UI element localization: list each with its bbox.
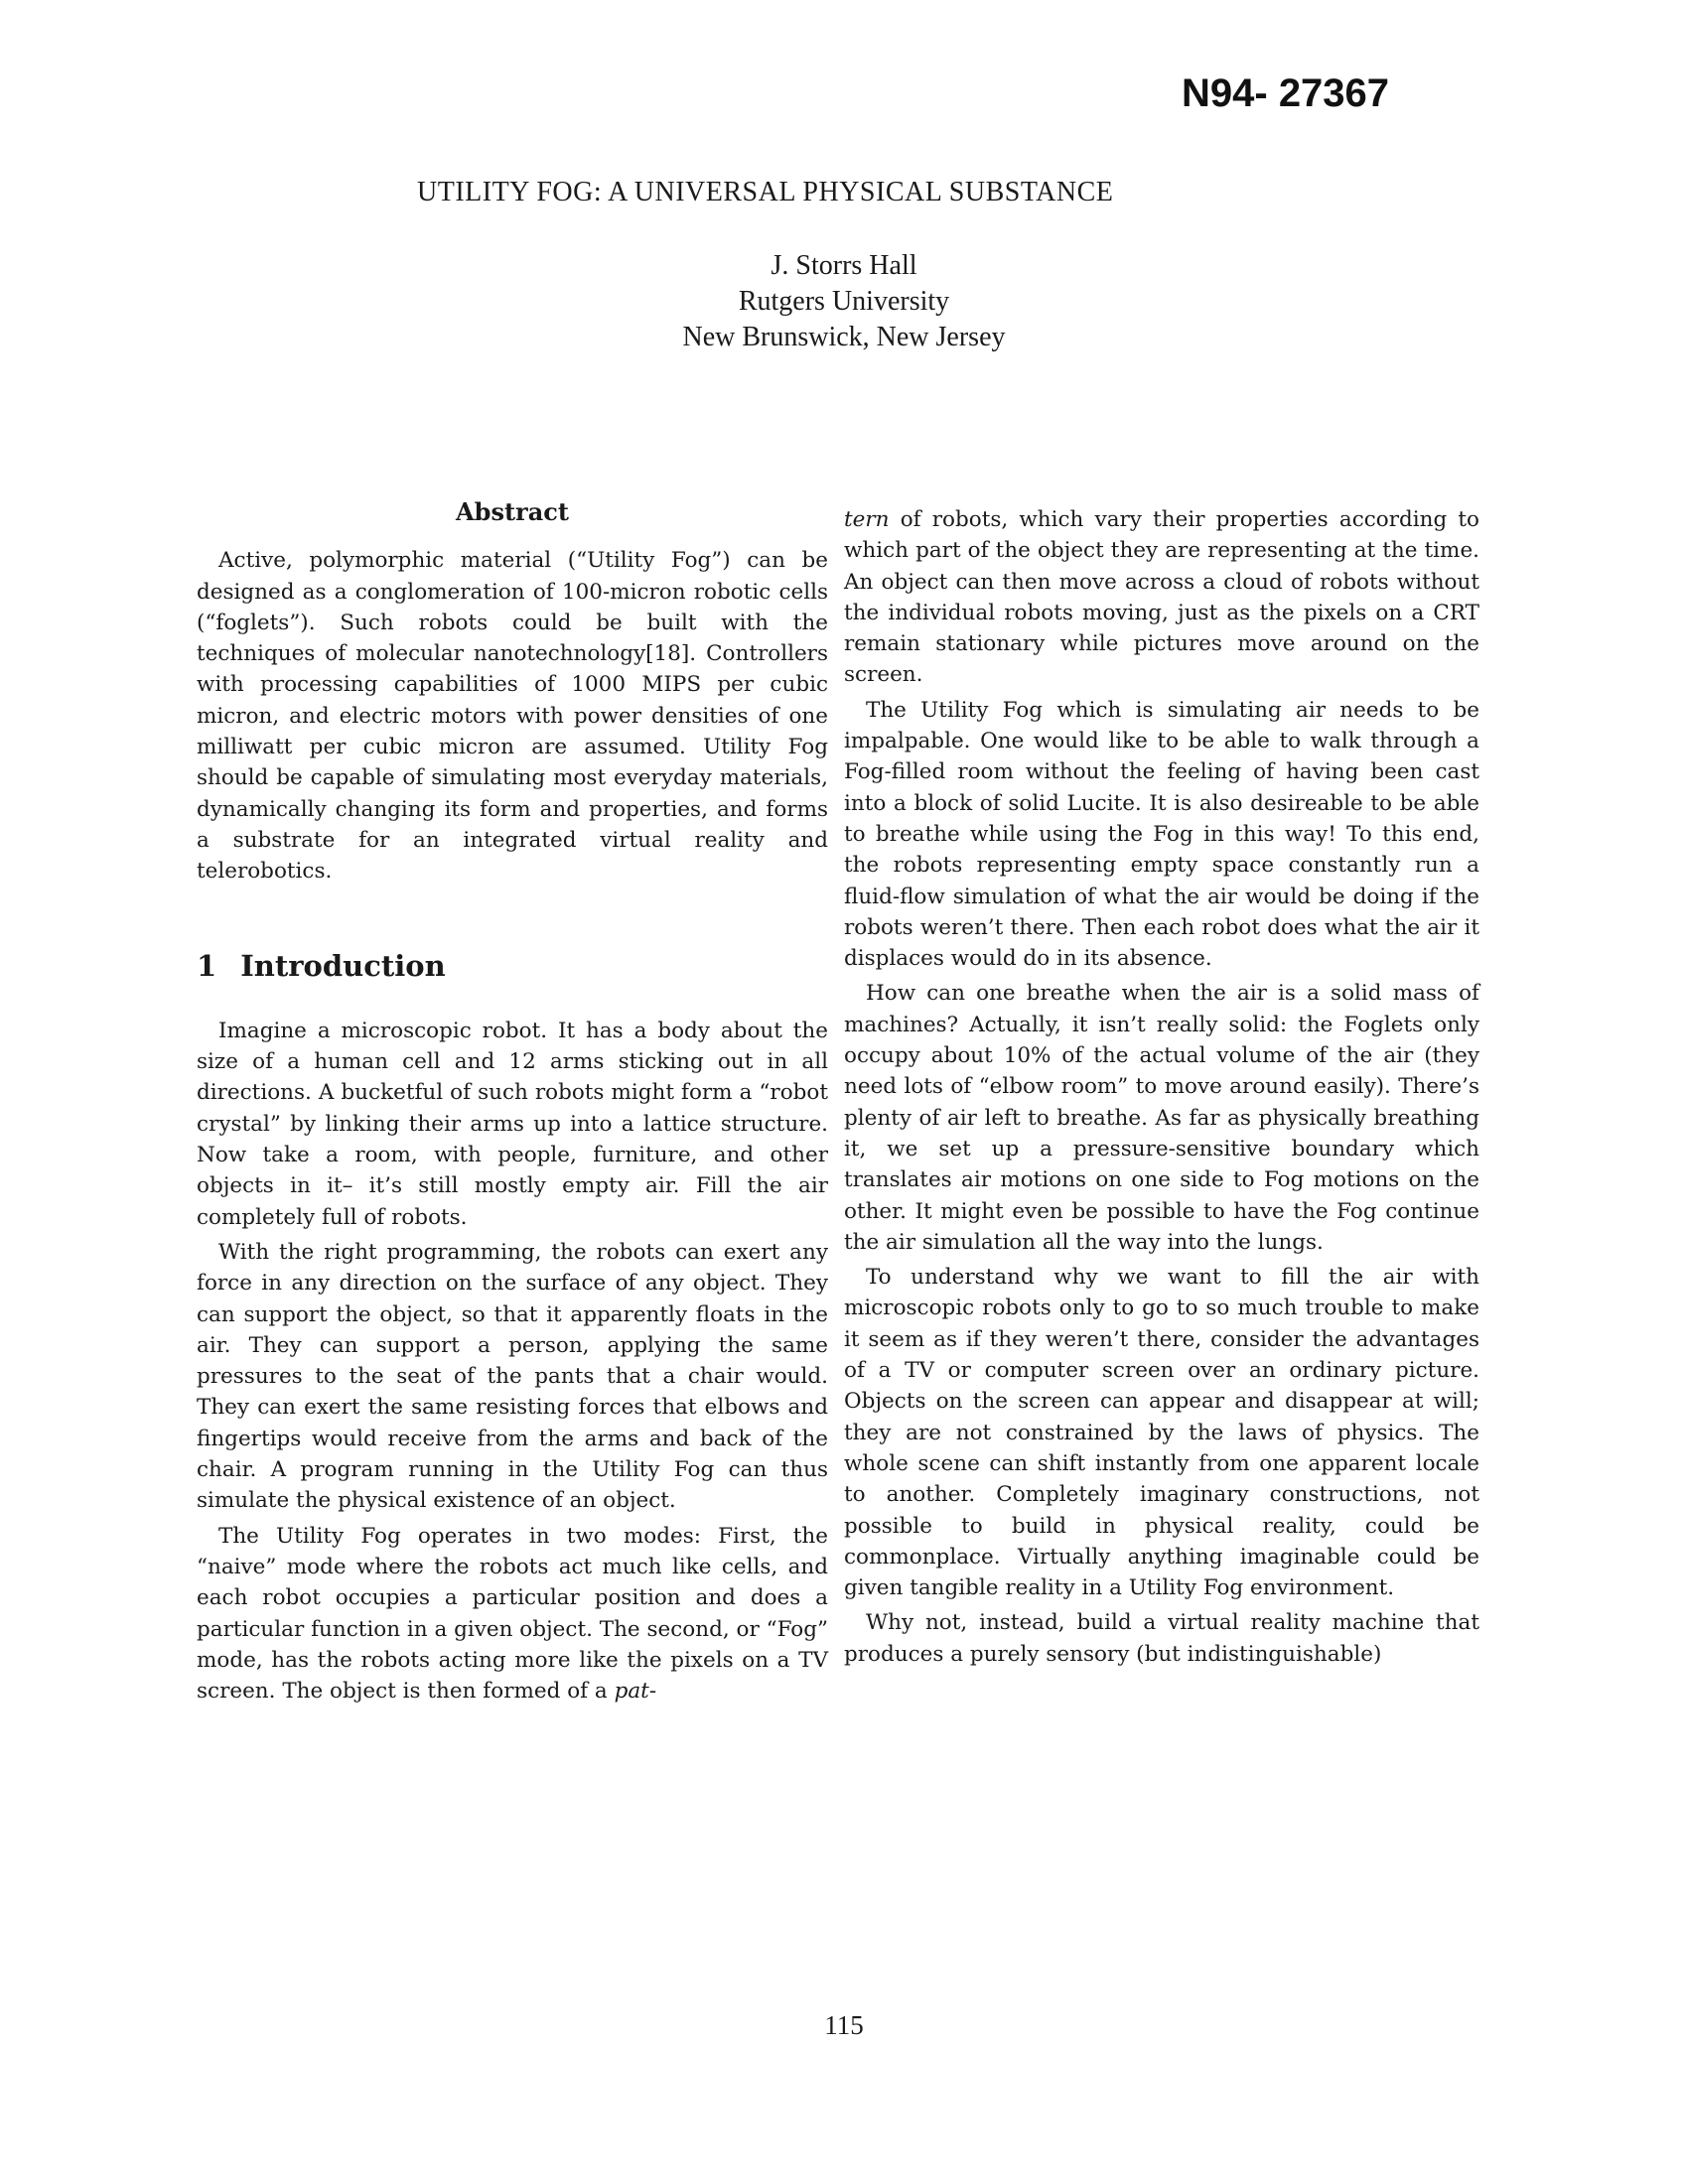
paragraph-continued bbox=[844, 504, 1479, 691]
paragraph: How can one breathe when the air is a solid mass of machines? Actually, it isn’t really solid: the Foglets only occupy about 10% of the actual volume of the air (they need lots of “elbow room” to move around easily). There’s plenty of air left to breathe. As far as physically breathing it, we set up a pressure-sensitive boundary which translates air motions on one side to Fog motions on the other. It might even be possible to have the Fog continue the air simulation all the way into the lungs. bbox=[844, 981, 1479, 1255]
paragraph: To understand why we want to fill the air with microscopic robots only to go to so much trouble to make it seem as if they weren’t there, consider the advantages of a TV or computer screen over an ordinary picture. Objects on the screen can appear and disappear at will; they are not constrained by the laws of physics. The whole scene can shift instantly from one apparent locale to another. Completely imaginary constructions, not possible to build in physical reality, could be commonplace. Virtually anything imaginable could be given tangible reality in a Utility Fog environment. bbox=[844, 1265, 1479, 1601]
paragraph-last-left bbox=[197, 1521, 828, 1707]
author-location: New Brunswick, New Jersey bbox=[682, 322, 1006, 352]
accession-number: N94- 27367 bbox=[1182, 71, 1390, 115]
author-block bbox=[596, 248, 1092, 355]
abstract-text: Active, polymorphic material (“Utility Fog”) can be designed as a conglomeration of 100-micron robotic cells (“foglets”). Such robots could be built with the techniques of molecular nanotechnology[18]. Controllers with processing capabilities of 1000 MIPS per cubic micron, and electric motors with power densities of one milliwatt per cubic micron are assumed. Utility Fog should be capable of simulating most everyday materials, dynamically changing its form and properties, and forms a substrate for an integrated virtual reality and telerobotics. bbox=[197, 548, 828, 885]
paragraph: Imagine a microscopic robot. It has a body about the size of a human cell and 12 arms sticking out in all directions. A bucketful of such robots might form a “robot crystal” by linking their arms up into a lattice structure. Now take a room, with people, furniture, and other objects in it– it’s still mostly empty air. Fill the air completely full of robots. bbox=[197, 1018, 828, 1230]
author-name: J. Storrs Hall bbox=[771, 250, 917, 281]
page-number: 115 bbox=[824, 2010, 864, 2040]
paragraph-text: The Utility Fog operates in two modes: First, the “naive” mode where the robots act much like cells, and each robot occupies a particular position and does a particular function in a given object. The second, or “Fog” mode, has the robots acting more like the pixels on a TV screen. The object is then formed of a bbox=[197, 1523, 829, 1705]
section-number: 1 bbox=[197, 948, 217, 983]
section-title: Introduction bbox=[240, 948, 446, 983]
paragraph: With the right programming, the robots can exert any force in any direction on the surface of any object. They can support the object, so that it apparently floats in the air. They can support a person, applying the same pressures to the seat of the pants that a chair would. They can exert the same resisting forces that elbows and fingertips would receive from the arms and back of the chair. A program running in the Utility Fog can thus simulate the physical existence of an object. bbox=[197, 1239, 828, 1514]
paragraph: The Utility Fog which is simulating air needs to be impalpable. One would like to be able to walk through a Fog-filled room without the feeling of having been cast into a block of solid Lucite. It is also desireable to be able to breathe while using the Fog in this way! To this end, the robots representing empty space constantly run a fluid-flow simulation of what the air would be doing if the robots weren’t there. Then each robot does what the air it displaces would do in its absence. bbox=[844, 697, 1479, 972]
hyphenated-word-end: tern bbox=[844, 507, 890, 532]
paragraph: Why not, instead, build a virtual reality machine that produces a purely sensory (but indistinguishable) bbox=[844, 1610, 1479, 1667]
abstract-heading: Abstract bbox=[456, 497, 569, 526]
hyphenated-word-start: pat- bbox=[614, 1679, 657, 1705]
section-heading-introduction bbox=[197, 948, 828, 983]
paragraph-text: of robots, which vary their properties according to which part of the object they are representing at the time. An object can then move across a cloud of robots without the individual robots moving, just as the pixels on a CRT remain stationary while pictures move around on the screen. bbox=[844, 507, 1480, 688]
author-affiliation: Rutgers University bbox=[738, 286, 950, 317]
paper-title: UTILITY FOG: A UNIVERSAL PHYSICAL SUBSTANCE bbox=[417, 177, 1114, 207]
right-column bbox=[844, 504, 1479, 1670]
left-column bbox=[197, 496, 828, 1706]
